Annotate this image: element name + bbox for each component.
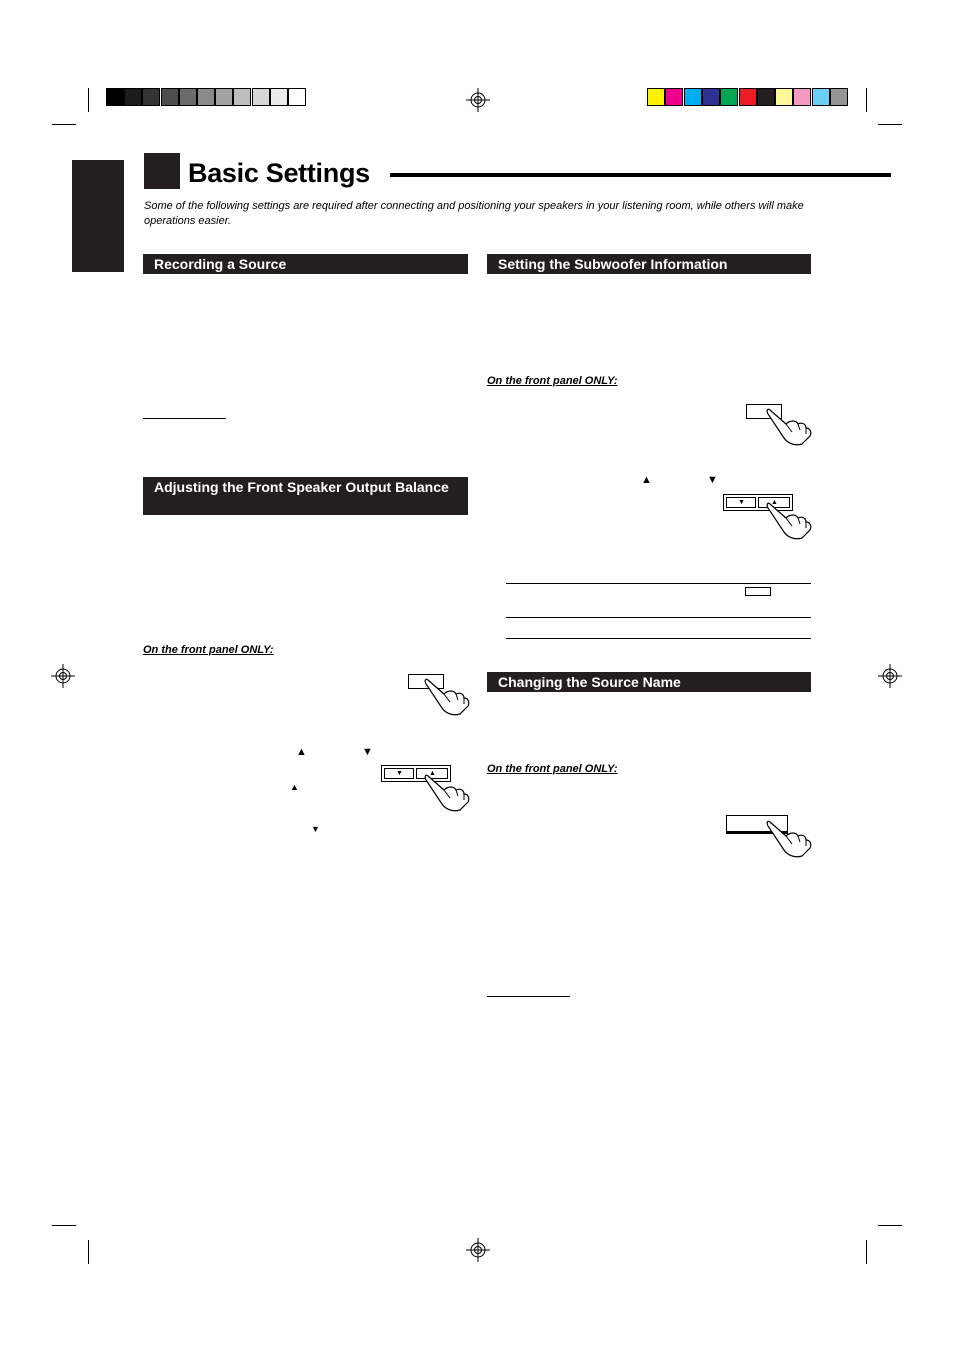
crop-mark xyxy=(866,1240,867,1264)
pointing-hand-icon xyxy=(766,500,814,542)
crop-mark xyxy=(866,88,867,112)
table-rule xyxy=(506,638,811,639)
color-swatch xyxy=(720,88,738,106)
gray-swatch xyxy=(161,88,179,106)
color-swatch xyxy=(793,88,811,106)
section-heading-subwoofer: Setting the Subwoofer Information xyxy=(487,254,811,274)
up-arrow-icon: ▲ xyxy=(296,746,307,758)
crop-mark xyxy=(52,1225,76,1226)
color-swatch xyxy=(775,88,793,106)
registration-mark-icon xyxy=(466,88,490,112)
up-arrow-icon[interactable]: ▲ xyxy=(771,499,778,506)
table-rule xyxy=(506,617,811,618)
front-panel-note: On the front panel ONLY: xyxy=(487,375,618,387)
gray-swatch xyxy=(215,88,233,106)
section-heading-recording: Recording a Source xyxy=(143,254,468,274)
front-panel-note: On the front panel ONLY: xyxy=(487,763,618,775)
gray-swatch xyxy=(252,88,270,106)
pointing-hand-icon xyxy=(766,818,814,858)
gray-swatch xyxy=(106,88,124,106)
color-swatch xyxy=(757,88,775,106)
gray-swatch xyxy=(233,88,251,106)
up-arrow-icon: ▲ xyxy=(641,474,652,486)
intro-text: Some of the following settings are required after connecting and positioning your speakers in your listening room, while others will make operations easier. xyxy=(144,200,804,227)
down-arrow-icon: ▼ xyxy=(311,824,320,834)
gray-swatch xyxy=(179,88,197,106)
front-panel-note: On the front panel ONLY: xyxy=(143,644,274,656)
crop-mark xyxy=(52,124,76,125)
down-arrow-icon: ▼ xyxy=(707,474,718,486)
crop-mark xyxy=(88,88,89,112)
gray-swatch xyxy=(142,88,160,106)
crop-mark xyxy=(878,124,902,125)
small-button-icon xyxy=(745,587,771,596)
pointing-hand-icon xyxy=(766,406,814,446)
down-arrow-icon: ▼ xyxy=(362,746,373,758)
color-swatch xyxy=(684,88,702,106)
color-swatch xyxy=(702,88,720,106)
table-rule xyxy=(506,583,811,584)
crop-mark xyxy=(878,1225,902,1226)
color-swatch xyxy=(830,88,848,106)
gray-swatch xyxy=(288,88,306,106)
pointing-hand-icon xyxy=(424,772,472,814)
color-swatch xyxy=(647,88,665,106)
registration-mark-icon xyxy=(51,664,75,688)
section-heading-source-name: Changing the Source Name xyxy=(487,672,811,692)
crop-mark xyxy=(88,1240,89,1264)
gray-swatch xyxy=(270,88,288,106)
registration-mark-icon xyxy=(466,1238,490,1262)
up-arrow-icon: ▲ xyxy=(290,782,299,792)
up-arrow-icon[interactable]: ▲ xyxy=(429,770,436,777)
color-swatch xyxy=(739,88,757,106)
title-square-icon xyxy=(144,153,180,189)
language-tab xyxy=(72,160,124,272)
page-title: Basic Settings xyxy=(188,158,370,188)
color-swatch xyxy=(812,88,830,106)
section-heading-front-balance: Adjusting the Front Speaker Output Balance xyxy=(143,477,468,515)
color-swatch xyxy=(665,88,683,106)
note-rule xyxy=(487,996,570,997)
down-arrow-icon[interactable]: ▼ xyxy=(738,499,745,506)
down-arrow-icon[interactable]: ▼ xyxy=(396,770,403,777)
gray-swatch xyxy=(124,88,142,106)
note-rule xyxy=(143,418,226,419)
registration-mark-icon xyxy=(878,664,902,688)
pointing-hand-icon xyxy=(424,676,472,716)
gray-swatch xyxy=(197,88,215,106)
title-rule xyxy=(390,173,891,177)
